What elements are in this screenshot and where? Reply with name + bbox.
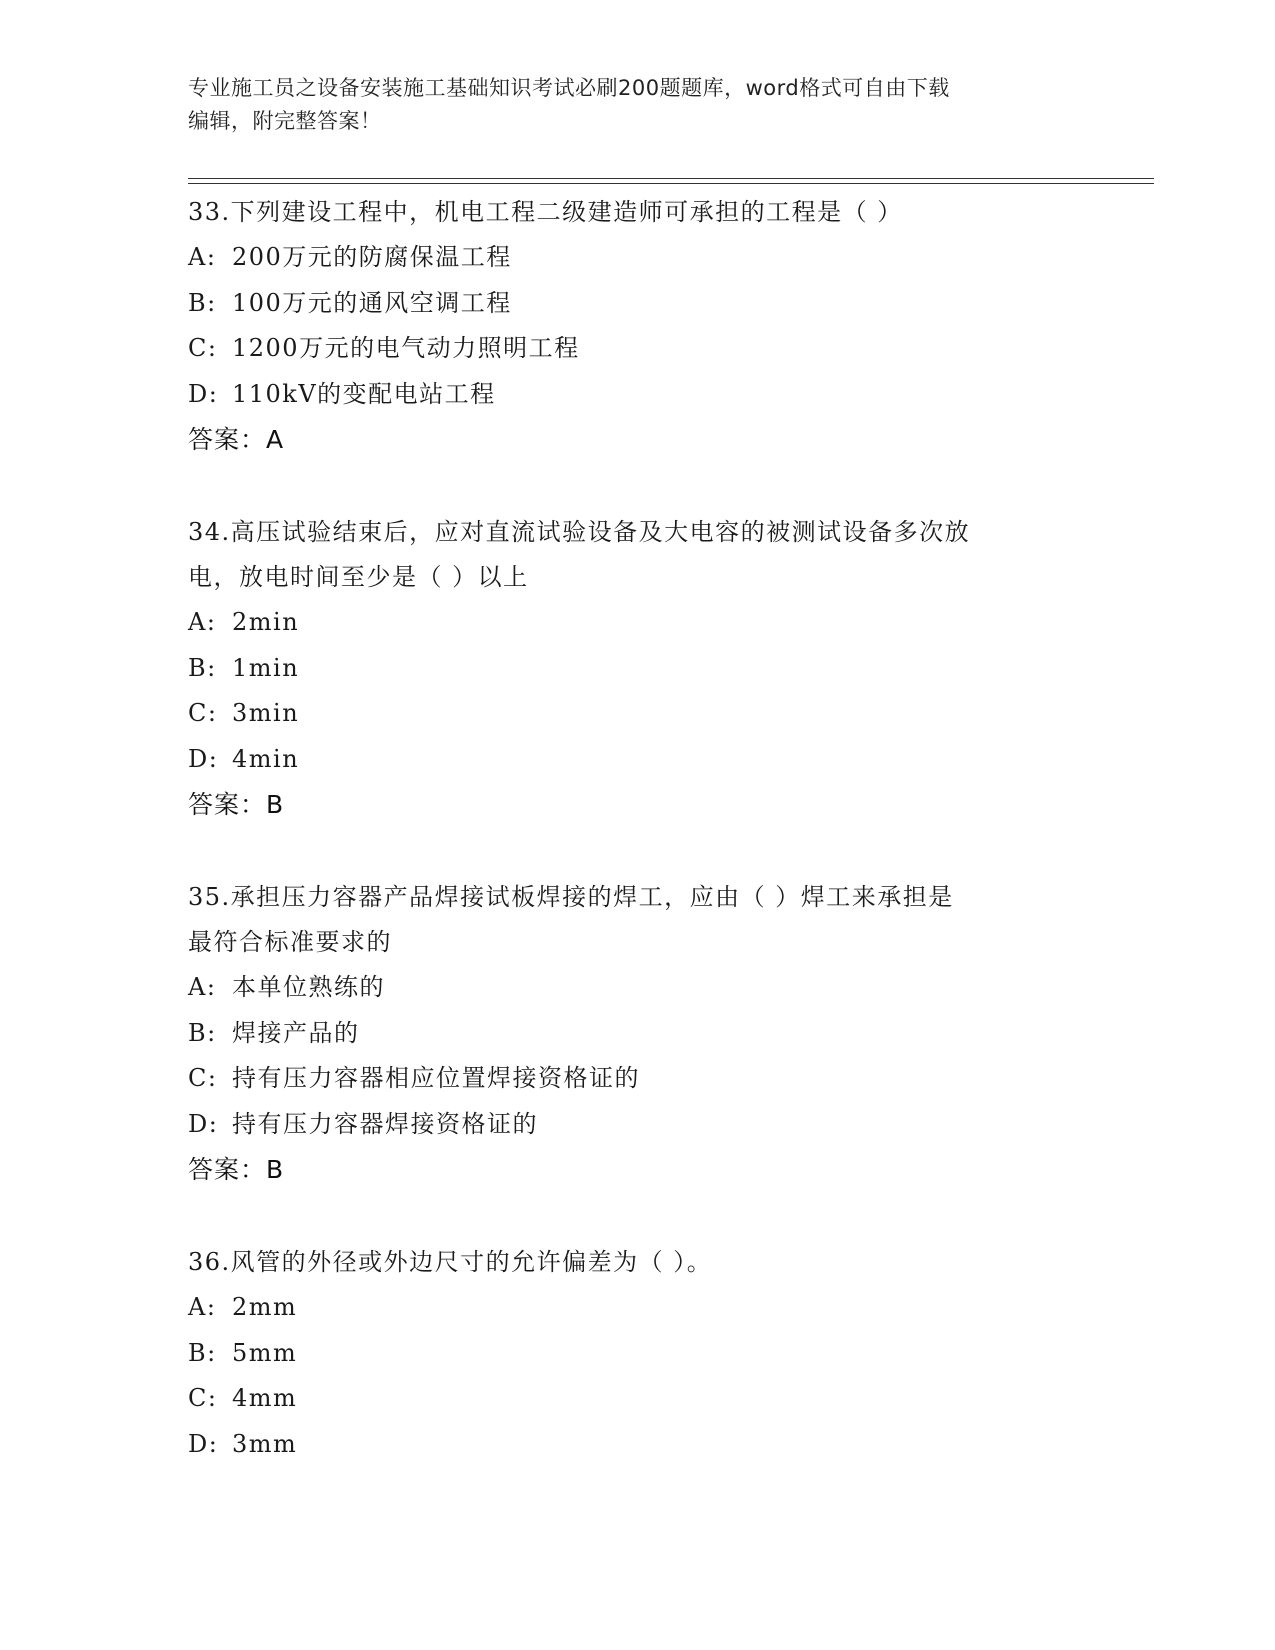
question-stem-line: 电，放电时间至少是（ ）以上	[188, 563, 529, 591]
option-letter: C:	[188, 1384, 218, 1412]
question-stem	[188, 510, 1088, 600]
question-33	[188, 190, 1088, 463]
option-text: 4min	[232, 744, 300, 773]
option-letter: B:	[188, 653, 217, 682]
option-d	[188, 1102, 1088, 1148]
question-stem	[188, 875, 1088, 965]
option-text: 3min	[232, 699, 300, 727]
header-title-line-2: 编辑，附完整答案！	[188, 109, 382, 133]
option-b	[188, 1331, 1088, 1377]
option-text: 2min	[232, 608, 300, 636]
option-text: 5mm	[232, 1338, 298, 1367]
option-a	[188, 1285, 1088, 1331]
option-text: 1min	[232, 653, 300, 682]
document-header	[188, 72, 1068, 138]
option-letter: A:	[188, 608, 217, 636]
option-letter: C:	[188, 699, 218, 727]
option-letter: D:	[188, 379, 219, 408]
option-b	[188, 1011, 1088, 1057]
option-a	[188, 235, 1088, 281]
option-text: 持有压力容器相应位置焊接资格证的	[232, 1064, 640, 1092]
option-text: 4mm	[232, 1384, 298, 1412]
option-text: 本单位熟练的	[232, 973, 385, 1001]
answer-line: 答案：A	[188, 425, 285, 454]
option-letter: D:	[188, 744, 219, 773]
option-letter: B:	[188, 1338, 217, 1367]
question-list	[188, 188, 1088, 1467]
option-b	[188, 281, 1088, 327]
question-stem-line: 35.承担压力容器产品焊接试板焊接的焊工，应由（ ）焊工来承担是	[188, 883, 954, 911]
option-text: 100万元的通风空调工程	[232, 288, 512, 317]
question-36	[188, 1240, 1088, 1467]
option-d	[188, 1422, 1088, 1468]
option-c	[188, 326, 1088, 372]
option-letter: C:	[188, 334, 218, 362]
question-stem-line: 最符合标准要求的	[188, 928, 392, 956]
option-letter: B:	[188, 288, 217, 317]
option-letter: A:	[188, 1293, 217, 1321]
option-a	[188, 965, 1088, 1011]
option-letter: D:	[188, 1429, 219, 1458]
header-divider-bottom	[188, 183, 1154, 184]
option-text: 2mm	[232, 1293, 298, 1321]
option-letter: B:	[188, 1018, 217, 1047]
question-35	[188, 875, 1088, 1193]
option-d	[188, 372, 1088, 418]
option-letter: D:	[188, 1109, 219, 1138]
question-stem-line: 34.高压试验结束后，应对直流试验设备及大电容的被测试设备多次放	[188, 518, 971, 546]
option-text: 持有压力容器焊接资格证的	[232, 1109, 538, 1138]
option-text: 200万元的防腐保温工程	[232, 243, 512, 271]
option-text: 110kV的变配电站工程	[232, 379, 496, 408]
option-text: 3mm	[232, 1429, 298, 1458]
option-c	[188, 691, 1088, 737]
answer-line: 答案：B	[188, 1155, 285, 1184]
option-c	[188, 1376, 1088, 1422]
option-b	[188, 646, 1088, 692]
option-a	[188, 600, 1088, 646]
option-letter: C:	[188, 1064, 218, 1092]
option-letter: A:	[188, 243, 217, 271]
question-stem-line: 33.下列建设工程中，机电工程二级建造师可承担的工程是（ ）	[188, 198, 903, 226]
option-c	[188, 1056, 1088, 1102]
option-text: 1200万元的电气动力照明工程	[232, 334, 580, 362]
option-d	[188, 737, 1088, 783]
question-34	[188, 510, 1088, 828]
question-stem	[188, 190, 1088, 235]
option-letter: A:	[188, 973, 217, 1001]
question-stem-line: 36.风管的外径或外边尺寸的允许偏差为（ ）。	[188, 1248, 713, 1276]
option-text: 焊接产品的	[232, 1018, 360, 1047]
question-stem	[188, 1240, 1088, 1285]
header-divider-top	[188, 178, 1154, 179]
header-title-line-1: 专业施工员之设备安装施工基础知识考试必刷200题题库，word格式可自由下载	[188, 76, 950, 100]
answer-line: 答案：B	[188, 790, 285, 819]
